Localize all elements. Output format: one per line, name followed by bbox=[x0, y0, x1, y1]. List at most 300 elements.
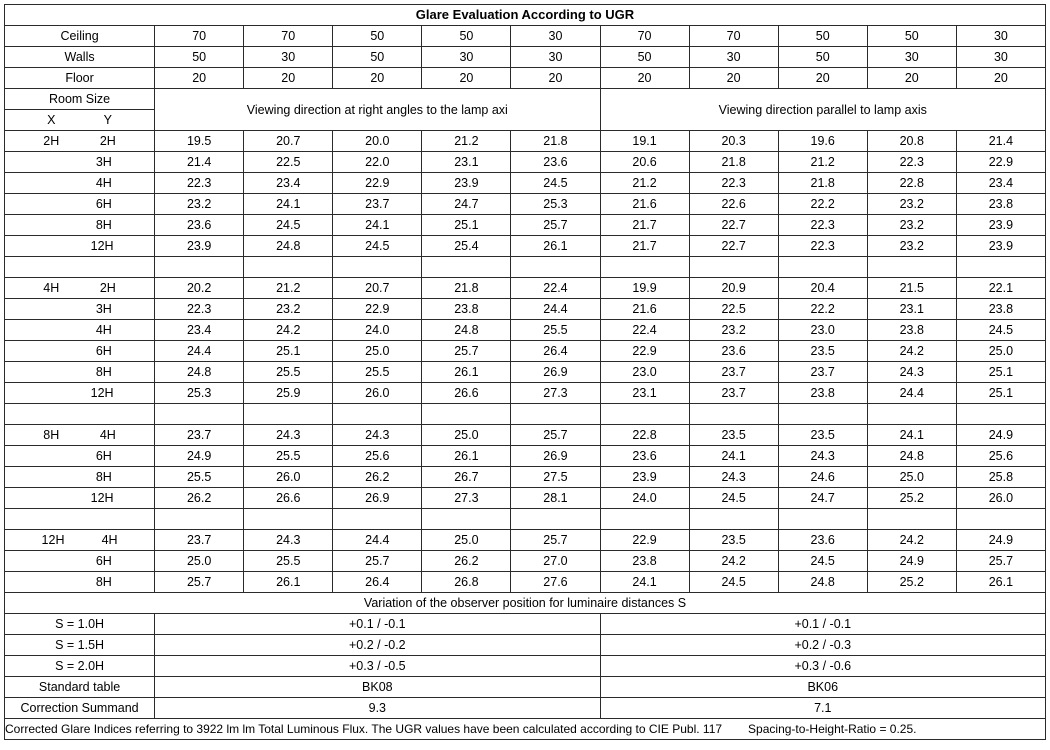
room-size-cell bbox=[5, 383, 155, 404]
ugr-value: 24.9 bbox=[867, 551, 956, 572]
ugr-value: 20.6 bbox=[600, 152, 689, 173]
ugr-value: 22.2 bbox=[778, 194, 867, 215]
ugr-value: 22.8 bbox=[867, 173, 956, 194]
y-value: 4H bbox=[99, 428, 116, 442]
ceiling-value: 50 bbox=[333, 26, 422, 47]
ugr-value: 23.2 bbox=[155, 194, 244, 215]
table-row bbox=[5, 530, 1046, 551]
ugr-value: 25.5 bbox=[511, 320, 600, 341]
table-row bbox=[5, 131, 1046, 152]
ugr-value: 24.1 bbox=[333, 215, 422, 236]
ugr-value: 24.1 bbox=[689, 446, 778, 467]
standard-table-parallel: BK06 bbox=[600, 677, 1045, 698]
variation-header-row bbox=[5, 593, 1046, 614]
room-size-cell bbox=[5, 446, 155, 467]
ugr-value: 23.0 bbox=[778, 320, 867, 341]
floor-value: 20 bbox=[600, 68, 689, 89]
ugr-value: 22.3 bbox=[778, 236, 867, 257]
ugr-value: 26.6 bbox=[244, 488, 333, 509]
ugr-value: 24.2 bbox=[867, 530, 956, 551]
spacer-cell bbox=[511, 257, 600, 278]
variation-row bbox=[5, 614, 1046, 635]
ugr-value: 25.5 bbox=[155, 467, 244, 488]
ugr-value: 21.8 bbox=[778, 173, 867, 194]
ugr-value: 25.7 bbox=[511, 425, 600, 446]
floor-value: 20 bbox=[333, 68, 422, 89]
table-row bbox=[5, 425, 1046, 446]
ugr-value: 21.2 bbox=[422, 131, 511, 152]
ugr-value: 21.8 bbox=[511, 131, 600, 152]
group-spacer bbox=[5, 509, 1046, 530]
ugr-value: 23.5 bbox=[778, 425, 867, 446]
y-value: 8H bbox=[95, 575, 112, 589]
standard-table-perpendicular: BK08 bbox=[155, 677, 600, 698]
variation-parallel-value: +0.2 / -0.3 bbox=[600, 635, 1045, 656]
y-value: 3H bbox=[95, 155, 112, 169]
spacer-cell bbox=[244, 257, 333, 278]
ugr-value: 25.7 bbox=[333, 551, 422, 572]
ugr-value: 23.9 bbox=[155, 236, 244, 257]
table-row bbox=[5, 320, 1046, 341]
ugr-value: 24.7 bbox=[778, 488, 867, 509]
walls-value: 50 bbox=[333, 47, 422, 68]
ugr-value: 25.0 bbox=[956, 341, 1045, 362]
ugr-value: 23.5 bbox=[778, 341, 867, 362]
ugr-value: 21.4 bbox=[956, 131, 1045, 152]
ugr-value: 23.7 bbox=[778, 362, 867, 383]
group-spacer bbox=[5, 257, 1046, 278]
ugr-value: 25.7 bbox=[422, 341, 511, 362]
y-value: 12H bbox=[90, 491, 114, 505]
ugr-value: 21.2 bbox=[600, 173, 689, 194]
ugr-value: 19.6 bbox=[778, 131, 867, 152]
ugr-value: 24.9 bbox=[956, 425, 1045, 446]
ugr-value: 23.2 bbox=[867, 194, 956, 215]
spacer-cell bbox=[155, 404, 244, 425]
spacer-cell bbox=[422, 509, 511, 530]
ceiling-value: 50 bbox=[867, 26, 956, 47]
floor-value: 20 bbox=[244, 68, 333, 89]
ugr-value: 23.9 bbox=[956, 236, 1045, 257]
ugr-value: 23.6 bbox=[778, 530, 867, 551]
y-value: 3H bbox=[95, 302, 112, 316]
ugr-value: 25.6 bbox=[333, 446, 422, 467]
row-label-walls: Walls bbox=[5, 47, 155, 68]
spacer-cell bbox=[600, 404, 689, 425]
table-row bbox=[5, 194, 1046, 215]
ugr-value: 25.0 bbox=[155, 551, 244, 572]
ugr-value: 24.4 bbox=[511, 299, 600, 320]
ugr-value: 25.1 bbox=[956, 362, 1045, 383]
ugr-value: 21.2 bbox=[244, 278, 333, 299]
ugr-value: 23.1 bbox=[422, 152, 511, 173]
ugr-value: 23.8 bbox=[956, 194, 1045, 215]
ceiling-value: 70 bbox=[155, 26, 244, 47]
ceiling-value: 50 bbox=[778, 26, 867, 47]
ugr-value: 22.9 bbox=[600, 530, 689, 551]
ugr-value: 26.2 bbox=[333, 467, 422, 488]
room-size-cell bbox=[5, 236, 155, 257]
ugr-value: 27.6 bbox=[511, 572, 600, 593]
ugr-value: 23.1 bbox=[600, 383, 689, 404]
ugr-value: 25.0 bbox=[333, 341, 422, 362]
walls-value: 30 bbox=[244, 47, 333, 68]
ugr-value: 23.4 bbox=[956, 173, 1045, 194]
ugr-value: 25.5 bbox=[333, 362, 422, 383]
spacer-cell bbox=[5, 257, 155, 278]
ugr-value: 24.8 bbox=[155, 362, 244, 383]
ugr-value: 22.4 bbox=[600, 320, 689, 341]
spacer-cell bbox=[333, 509, 422, 530]
ugr-value: 26.1 bbox=[422, 446, 511, 467]
table-row bbox=[5, 173, 1046, 194]
ugr-value: 27.3 bbox=[422, 488, 511, 509]
spacer-cell bbox=[689, 404, 778, 425]
y-value: 2H bbox=[99, 281, 116, 295]
ugr-value: 22.3 bbox=[867, 152, 956, 173]
x-value: 2H bbox=[43, 134, 60, 148]
ugr-value: 26.1 bbox=[956, 572, 1045, 593]
ugr-value: 21.7 bbox=[600, 236, 689, 257]
variation-header: Variation of the observer position for luminaire distances S bbox=[5, 593, 1046, 614]
ugr-value: 25.5 bbox=[244, 362, 333, 383]
ugr-value: 23.6 bbox=[689, 341, 778, 362]
ugr-value: 23.9 bbox=[600, 467, 689, 488]
table-row bbox=[5, 446, 1046, 467]
ugr-value: 22.9 bbox=[956, 152, 1045, 173]
ugr-value: 22.3 bbox=[155, 173, 244, 194]
ugr-value: 25.5 bbox=[244, 551, 333, 572]
ugr-value: 24.3 bbox=[244, 425, 333, 446]
ugr-value: 23.8 bbox=[778, 383, 867, 404]
ugr-value: 23.4 bbox=[244, 173, 333, 194]
room-size-cell bbox=[5, 530, 155, 551]
ugr-value: 27.0 bbox=[511, 551, 600, 572]
spacer-cell bbox=[422, 257, 511, 278]
direction-header-parallel: Viewing direction parallel to lamp axis bbox=[600, 89, 1045, 131]
floor-value: 20 bbox=[511, 68, 600, 89]
ugr-value: 25.7 bbox=[155, 572, 244, 593]
spacer-cell bbox=[600, 257, 689, 278]
axis-label-y: Y bbox=[103, 113, 113, 127]
ugr-value: 23.7 bbox=[155, 425, 244, 446]
room-size-cell bbox=[5, 572, 155, 593]
y-value: 8H bbox=[95, 365, 112, 379]
ugr-value: 25.7 bbox=[511, 530, 600, 551]
walls-value: 30 bbox=[689, 47, 778, 68]
spacer-cell bbox=[689, 509, 778, 530]
variation-perpendicular-value: +0.1 / -0.1 bbox=[155, 614, 600, 635]
footer-ratio: Spacing-to-Height-Ratio = 0.25. bbox=[748, 722, 917, 736]
ugr-value: 23.7 bbox=[333, 194, 422, 215]
footer-row bbox=[5, 719, 1046, 740]
ceiling-value: 70 bbox=[600, 26, 689, 47]
ugr-value: 24.4 bbox=[333, 530, 422, 551]
ugr-value: 25.8 bbox=[956, 467, 1045, 488]
ugr-value: 22.7 bbox=[689, 236, 778, 257]
room-size-cell bbox=[5, 215, 155, 236]
ugr-value: 26.9 bbox=[511, 446, 600, 467]
walls-value: 30 bbox=[422, 47, 511, 68]
table-row bbox=[5, 236, 1046, 257]
room-size-cell bbox=[5, 173, 155, 194]
ugr-value: 25.3 bbox=[511, 194, 600, 215]
ugr-value: 25.0 bbox=[422, 530, 511, 551]
room-size-cell bbox=[5, 278, 155, 299]
spacer-cell bbox=[333, 404, 422, 425]
group-spacer bbox=[5, 404, 1046, 425]
spacer-cell bbox=[867, 404, 956, 425]
ugr-value: 25.0 bbox=[422, 425, 511, 446]
variation-row bbox=[5, 635, 1046, 656]
ugr-value: 22.1 bbox=[956, 278, 1045, 299]
ugr-value: 19.5 bbox=[155, 131, 244, 152]
room-size-cell bbox=[5, 488, 155, 509]
table-row bbox=[5, 152, 1046, 173]
table-row bbox=[5, 383, 1046, 404]
walls-value: 30 bbox=[511, 47, 600, 68]
table-row bbox=[5, 488, 1046, 509]
y-value: 4H bbox=[101, 533, 118, 547]
floor-value: 20 bbox=[422, 68, 511, 89]
ugr-value: 23.1 bbox=[867, 299, 956, 320]
room-size-cell bbox=[5, 425, 155, 446]
ugr-value: 23.9 bbox=[422, 173, 511, 194]
ceiling-value: 70 bbox=[244, 26, 333, 47]
ugr-value: 26.4 bbox=[333, 572, 422, 593]
spacer-cell bbox=[5, 509, 155, 530]
ugr-value: 22.6 bbox=[689, 194, 778, 215]
footer-note-cell bbox=[5, 719, 1046, 740]
ugr-value: 26.7 bbox=[422, 467, 511, 488]
ugr-value: 22.8 bbox=[600, 425, 689, 446]
ugr-value: 26.9 bbox=[511, 362, 600, 383]
ugr-value: 24.4 bbox=[867, 383, 956, 404]
variation-perpendicular-value: +0.2 / -0.2 bbox=[155, 635, 600, 656]
y-value: 12H bbox=[90, 239, 114, 253]
ugr-value: 26.9 bbox=[333, 488, 422, 509]
room-size-cell bbox=[5, 131, 155, 152]
ugr-value: 24.6 bbox=[778, 467, 867, 488]
ugr-value: 24.2 bbox=[244, 320, 333, 341]
ugr-value: 24.5 bbox=[689, 572, 778, 593]
reflectance-row-floor bbox=[5, 68, 1046, 89]
variation-label: S = 1.5H bbox=[5, 635, 155, 656]
floor-value: 20 bbox=[689, 68, 778, 89]
walls-value: 50 bbox=[155, 47, 244, 68]
ugr-value: 23.5 bbox=[689, 530, 778, 551]
ugr-value: 24.3 bbox=[778, 446, 867, 467]
y-value: 6H bbox=[95, 344, 112, 358]
axis-label-x: X bbox=[47, 113, 56, 127]
ugr-value: 23.6 bbox=[511, 152, 600, 173]
ugr-value: 24.5 bbox=[244, 215, 333, 236]
ugr-value: 24.9 bbox=[956, 530, 1045, 551]
ceiling-value: 50 bbox=[422, 26, 511, 47]
ugr-value: 22.3 bbox=[778, 215, 867, 236]
ugr-value: 23.6 bbox=[155, 215, 244, 236]
ugr-value: 21.4 bbox=[155, 152, 244, 173]
spacer-cell bbox=[422, 404, 511, 425]
variation-row bbox=[5, 656, 1046, 677]
table-row bbox=[5, 362, 1046, 383]
spacer-cell bbox=[244, 404, 333, 425]
table-row bbox=[5, 278, 1046, 299]
ugr-value: 20.7 bbox=[244, 131, 333, 152]
ugr-value: 26.1 bbox=[244, 572, 333, 593]
ugr-value: 24.2 bbox=[689, 551, 778, 572]
table-row bbox=[5, 551, 1046, 572]
ugr-value: 23.8 bbox=[600, 551, 689, 572]
ugr-value: 24.8 bbox=[867, 446, 956, 467]
row-label-floor: Floor bbox=[5, 68, 155, 89]
ugr-value: 23.8 bbox=[956, 299, 1045, 320]
ugr-value: 26.6 bbox=[422, 383, 511, 404]
room-size-cell bbox=[5, 320, 155, 341]
floor-value: 20 bbox=[956, 68, 1045, 89]
ugr-value: 26.1 bbox=[511, 236, 600, 257]
ugr-value: 21.8 bbox=[422, 278, 511, 299]
ugr-value: 24.0 bbox=[333, 320, 422, 341]
spacer-cell bbox=[600, 509, 689, 530]
ugr-value: 22.9 bbox=[333, 299, 422, 320]
title-row bbox=[5, 5, 1046, 26]
correction-summand-perpendicular: 9.3 bbox=[155, 698, 600, 719]
ugr-value: 26.2 bbox=[422, 551, 511, 572]
room-size-cell bbox=[5, 299, 155, 320]
ugr-value: 27.5 bbox=[511, 467, 600, 488]
ugr-value: 24.1 bbox=[244, 194, 333, 215]
y-value: 6H bbox=[95, 554, 112, 568]
standard-table-row bbox=[5, 677, 1046, 698]
room-size-cell bbox=[5, 341, 155, 362]
ugr-value: 22.9 bbox=[333, 173, 422, 194]
ugr-value: 23.7 bbox=[689, 362, 778, 383]
ugr-value: 24.9 bbox=[155, 446, 244, 467]
ugr-value: 22.9 bbox=[600, 341, 689, 362]
ugr-value: 25.4 bbox=[422, 236, 511, 257]
ugr-value: 24.0 bbox=[600, 488, 689, 509]
ugr-value: 25.1 bbox=[956, 383, 1045, 404]
reflectance-row-walls bbox=[5, 47, 1046, 68]
page-title: Glare Evaluation According to UGR bbox=[5, 5, 1046, 26]
floor-value: 20 bbox=[867, 68, 956, 89]
y-value: 2H bbox=[99, 134, 116, 148]
ugr-value: 22.3 bbox=[155, 299, 244, 320]
y-value: 6H bbox=[95, 449, 112, 463]
ugr-value: 24.3 bbox=[689, 467, 778, 488]
ugr-value: 24.8 bbox=[778, 572, 867, 593]
ugr-value: 24.2 bbox=[867, 341, 956, 362]
variation-label: S = 2.0H bbox=[5, 656, 155, 677]
ugr-value: 24.4 bbox=[155, 341, 244, 362]
y-value: 6H bbox=[95, 197, 112, 211]
reflectance-row-ceiling bbox=[5, 26, 1046, 47]
ugr-value: 28.1 bbox=[511, 488, 600, 509]
ugr-value: 25.6 bbox=[956, 446, 1045, 467]
spacer-cell bbox=[155, 257, 244, 278]
ugr-value: 24.3 bbox=[333, 425, 422, 446]
walls-value: 30 bbox=[867, 47, 956, 68]
variation-label: S = 1.0H bbox=[5, 614, 155, 635]
room-size-cell bbox=[5, 467, 155, 488]
ugr-value: 23.2 bbox=[244, 299, 333, 320]
ugr-value: 22.3 bbox=[689, 173, 778, 194]
ugr-value: 24.5 bbox=[511, 173, 600, 194]
spacer-cell bbox=[689, 257, 778, 278]
correction-summand-parallel: 7.1 bbox=[600, 698, 1045, 719]
ugr-value: 24.5 bbox=[778, 551, 867, 572]
spacer-cell bbox=[511, 404, 600, 425]
y-value: 8H bbox=[95, 218, 112, 232]
spacer-cell bbox=[5, 404, 155, 425]
table-row bbox=[5, 341, 1046, 362]
x-value: 4H bbox=[43, 281, 60, 295]
spacer-cell bbox=[778, 509, 867, 530]
ugr-value: 23.4 bbox=[155, 320, 244, 341]
ugr-value: 20.2 bbox=[155, 278, 244, 299]
ceiling-value: 70 bbox=[689, 26, 778, 47]
section-header-row bbox=[5, 89, 1046, 110]
direction-header-perpendicular: Viewing direction at right angles to the lamp axi bbox=[155, 89, 600, 131]
spacer-cell bbox=[778, 257, 867, 278]
correction-summand-row bbox=[5, 698, 1046, 719]
variation-parallel-value: +0.1 / -0.1 bbox=[600, 614, 1045, 635]
ugr-value: 24.1 bbox=[867, 425, 956, 446]
room-size-header: Room Size bbox=[5, 89, 155, 110]
ugr-value: 26.4 bbox=[511, 341, 600, 362]
spacer-cell bbox=[155, 509, 244, 530]
room-size-cell bbox=[5, 362, 155, 383]
ugr-table bbox=[4, 4, 1046, 740]
room-size-cell bbox=[5, 152, 155, 173]
ugr-value: 25.7 bbox=[511, 215, 600, 236]
ugr-value: 21.5 bbox=[867, 278, 956, 299]
ugr-value: 25.0 bbox=[867, 467, 956, 488]
ugr-value: 24.3 bbox=[867, 362, 956, 383]
ugr-value: 23.9 bbox=[956, 215, 1045, 236]
ugr-value: 22.2 bbox=[778, 299, 867, 320]
ugr-value: 26.0 bbox=[956, 488, 1045, 509]
ugr-value: 24.8 bbox=[422, 320, 511, 341]
ugr-value: 23.6 bbox=[600, 446, 689, 467]
ugr-value: 25.1 bbox=[244, 341, 333, 362]
ugr-value: 23.2 bbox=[867, 215, 956, 236]
ugr-value: 21.7 bbox=[600, 215, 689, 236]
ugr-value: 23.0 bbox=[600, 362, 689, 383]
standard-table-label: Standard table bbox=[5, 677, 155, 698]
ugr-value: 26.0 bbox=[244, 467, 333, 488]
walls-value: 30 bbox=[956, 47, 1045, 68]
spacer-cell bbox=[956, 404, 1045, 425]
ugr-value: 20.0 bbox=[333, 131, 422, 152]
ugr-value: 24.8 bbox=[244, 236, 333, 257]
ugr-value: 23.2 bbox=[689, 320, 778, 341]
room-size-xy-header bbox=[5, 110, 155, 131]
ugr-value: 25.7 bbox=[956, 551, 1045, 572]
ugr-value: 20.7 bbox=[333, 278, 422, 299]
floor-value: 20 bbox=[778, 68, 867, 89]
ugr-value: 21.6 bbox=[600, 299, 689, 320]
ugr-value: 19.9 bbox=[600, 278, 689, 299]
spacer-cell bbox=[333, 257, 422, 278]
spacer-cell bbox=[244, 509, 333, 530]
ugr-value: 25.2 bbox=[867, 488, 956, 509]
variation-perpendicular-value: +0.3 / -0.5 bbox=[155, 656, 600, 677]
table-row bbox=[5, 572, 1046, 593]
ugr-value: 26.0 bbox=[333, 383, 422, 404]
ugr-value: 27.3 bbox=[511, 383, 600, 404]
